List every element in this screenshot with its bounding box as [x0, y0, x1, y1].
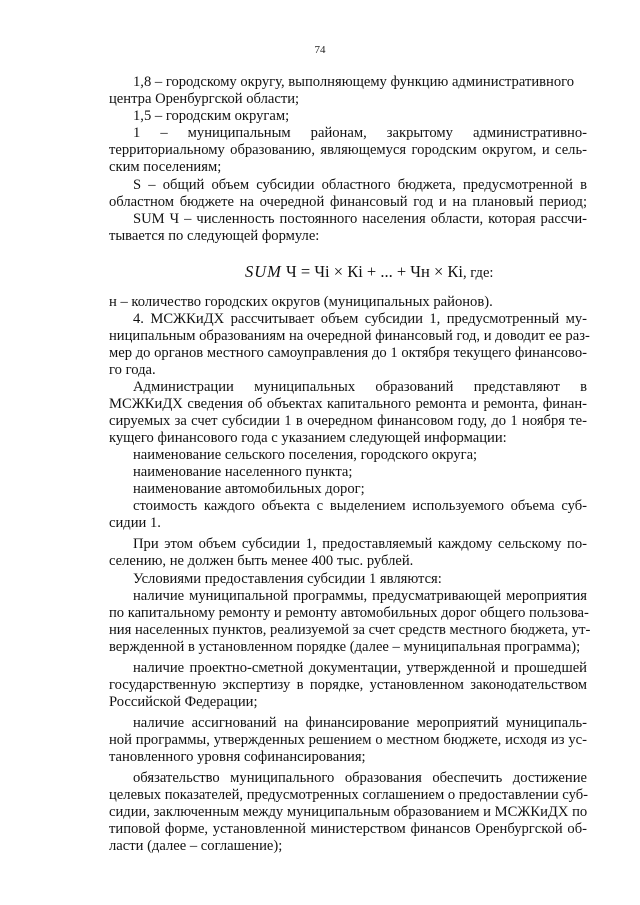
text-line: н – количество городских округов (муниципальных районов).	[109, 294, 493, 310]
text-line: наименование населенного пункта;	[133, 464, 353, 480]
formula-expression: Ч = Чi × Кi + ... + Чн × Кi	[286, 262, 463, 281]
text-line: сируемых за счет субсидии 1 в очередном финансовом году, до 1 ноября те-	[109, 413, 587, 429]
text-line: кущего финансового года с указанием следующей информации:	[109, 430, 507, 446]
text-line: 1,8 – городскому округу, выполняющему функцию административного	[133, 74, 575, 90]
text-line: областном бюджете на очередной финансовый год и на плановый период;	[109, 194, 587, 210]
text-line: ниципальным образованиям на очередной финансовый год, и доводит ее раз-	[109, 328, 590, 344]
text-line: наличие муниципальной программы, предусматривающей мероприятия	[133, 588, 587, 604]
text-line: центра Оренбургской области;	[109, 91, 300, 107]
text-line: наличие ассигнований на финансирование мероприятий муниципаль-	[133, 715, 587, 731]
text-line: тановленного уровня софинансирования;	[109, 749, 366, 765]
formula-tail: , где:	[462, 265, 494, 281]
text-line: ским поселениям;	[109, 159, 222, 175]
text-line: Администрации муниципальных образований представляют в	[133, 379, 587, 395]
text-line: наименование автомобильных дорог;	[133, 481, 365, 497]
page-number: 74	[314, 44, 326, 56]
text-line: мер до органов местного самоуправления до 1 октября текущего финансово-	[109, 345, 587, 361]
text-line: сидии 1.	[109, 515, 161, 531]
text-line: территориальному образованию, являющемуся городским округом, и сель-	[109, 142, 587, 158]
text-line: Условиями предоставления субсидии 1 являются:	[133, 571, 442, 587]
text-line: обязательство муниципального образования обеспечить достижение	[133, 770, 587, 786]
text-line: целевых показателей, предусмотренных соглашением о предоставлении суб-	[109, 787, 588, 803]
text-line: При этом объем субсидии 1, предоставляемый каждому сельскому по-	[133, 536, 587, 552]
formula-sum: SUM	[245, 262, 282, 281]
text-line: 4. МСЖКиДХ рассчитывает объем субсидии 1, предусмотренный му-	[133, 311, 587, 327]
text-line: ной программы, утвержденных решением о местном бюджете, исходя из ус-	[109, 732, 587, 748]
text-line: 1 – муниципальным районам, закрытому административно-	[133, 125, 587, 141]
text-line: стоимость каждого объекта с выделением используемого объема суб-	[133, 498, 587, 514]
text-line: Российской Федерации;	[109, 694, 258, 710]
text-line: селению, не должен быть менее 400 тыс. рублей.	[109, 553, 414, 569]
text-line: ласти (далее – соглашение);	[109, 838, 283, 854]
text-line: государственную экспертизу в порядке, установленном законодательством	[109, 677, 587, 693]
population-formula	[245, 262, 493, 282]
text-line: S – общий объем субсидии областного бюджета, предусмотренной в	[133, 177, 587, 193]
text-line: наименование сельского поселения, городского округа;	[133, 447, 478, 463]
text-line: по капитальному ремонту и ремонту автомобильных дорог общего пользова-	[109, 605, 589, 621]
text-line: 1,5 – городским округам;	[133, 108, 290, 124]
text-line: тывается по следующей формуле:	[109, 228, 320, 244]
text-line: сидии, заключенным между муниципальным образованием и МСЖКиДХ по	[109, 804, 588, 820]
text-line: го года.	[109, 362, 156, 378]
text-line: типовой форме, установленной министерством финансов Оренбургской об-	[109, 821, 587, 837]
text-line: МСЖКиДХ сведения об объектах капитального ремонта и ремонта, финан-	[109, 396, 587, 412]
text-line: ния населенных пунктов, реализуемой за счет средств местного бюджета, ут-	[109, 622, 591, 638]
text-line: наличие проектно-сметной документации, утвержденной и прошедшей	[133, 660, 587, 676]
text-line: SUM Ч – численность постоянного населения области, которая рассчи-	[133, 211, 587, 227]
text-line: вержденной в установленном порядке (далее – муниципальная программа);	[109, 639, 581, 655]
